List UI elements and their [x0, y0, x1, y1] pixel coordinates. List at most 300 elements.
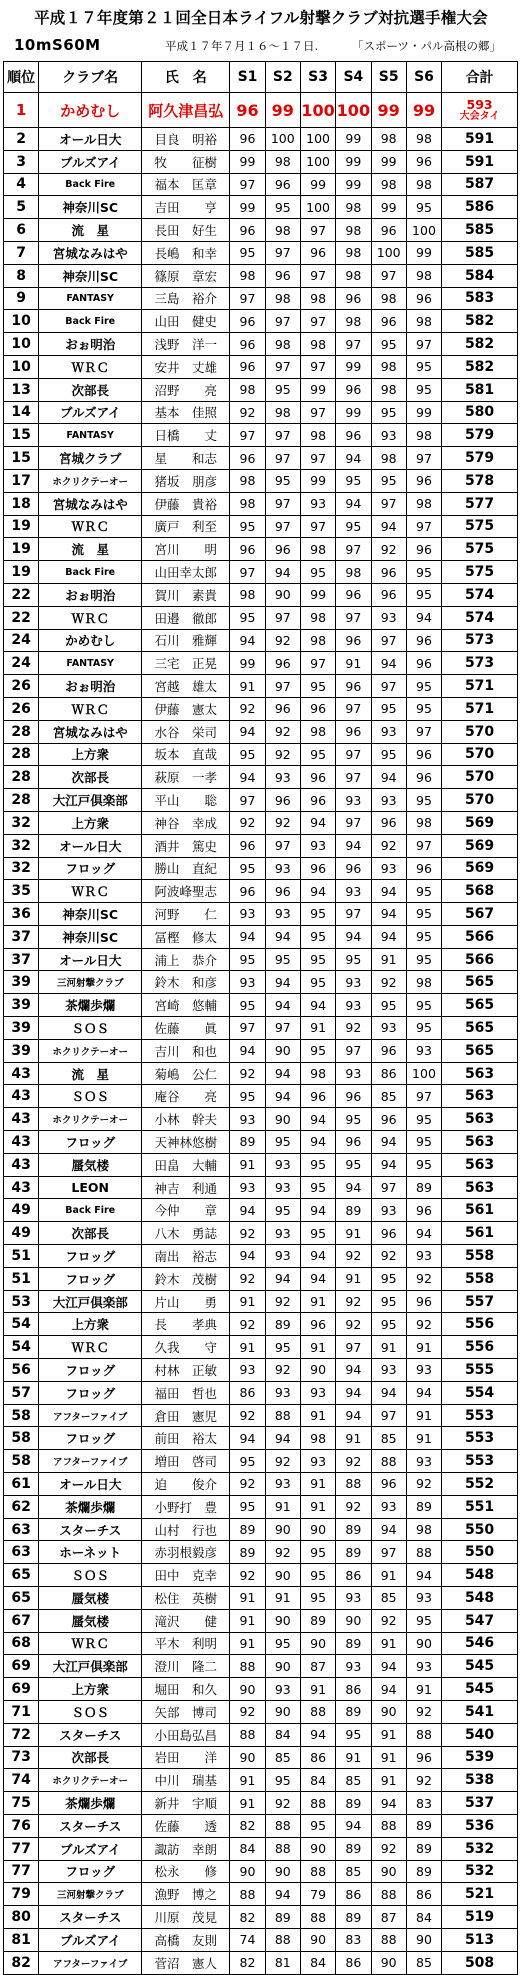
table-row	[4, 401, 518, 424]
header-s2: S2	[265, 62, 300, 93]
s2-cell: 90	[265, 1700, 300, 1723]
club-cell: 上方衆	[39, 811, 142, 834]
s2-cell: 97	[265, 424, 300, 447]
rank-cell: 7	[4, 241, 39, 264]
s4-cell: 96	[336, 629, 371, 652]
s2-cell: 97	[265, 515, 300, 538]
total-cell: 541	[442, 1700, 518, 1723]
name-cell: 長嶋 和幸	[142, 241, 230, 264]
s5-cell: 96	[371, 310, 406, 333]
s3-cell: 84	[300, 1769, 335, 1792]
rank-cell: 43	[4, 1131, 39, 1154]
total-cell: 571	[442, 675, 518, 698]
s2-cell: 90	[265, 1860, 300, 1883]
s1-cell: 92	[230, 1313, 265, 1336]
event-date: 平成１７年７月１６～１７日.	[165, 39, 319, 53]
s2-cell: 90	[265, 1564, 300, 1587]
name-cell: 三島 裕介	[142, 287, 230, 310]
s1-cell: 92	[230, 1564, 265, 1587]
table-row	[4, 1495, 518, 1518]
total-cell: 553	[442, 1404, 518, 1427]
s1-cell: 92	[230, 1062, 265, 1085]
s2-cell: 93	[265, 1678, 300, 1701]
rank-cell: 43	[4, 1085, 39, 1108]
table-row	[4, 287, 518, 310]
s2-cell: 97	[265, 241, 300, 264]
name-cell: 新井 宇順	[142, 1792, 230, 1815]
s6-cell: 89	[406, 1860, 441, 1883]
s1-cell: 95	[230, 857, 265, 880]
s2-cell: 98	[265, 287, 300, 310]
s6-cell: 100	[406, 1062, 441, 1085]
club-cell: 神奈川SC	[39, 903, 142, 926]
rank-cell: 26	[4, 697, 39, 720]
s4-cell: 96	[336, 1131, 371, 1154]
total-cell	[442, 93, 518, 128]
table-row	[4, 538, 518, 561]
s1-cell: 97	[230, 789, 265, 812]
s5-cell: 94	[371, 1153, 406, 1176]
total-cell: 519	[442, 1906, 518, 1929]
s2-cell: 94	[265, 1427, 300, 1450]
club-cell: ＳＯＳ	[39, 1564, 142, 1587]
s5-cell: 94	[371, 515, 406, 538]
name-cell: 酒井 篤史	[142, 834, 230, 857]
s1-cell: 95	[230, 1495, 265, 1518]
table-row	[4, 1313, 518, 1336]
name-cell: 神谷 幸成	[142, 811, 230, 834]
total-cell: 565	[442, 1039, 518, 1062]
s1-cell: 91	[230, 1290, 265, 1313]
s1-cell: 91	[230, 1769, 265, 1792]
s2-cell: 92	[265, 1541, 300, 1564]
s2-cell: 97	[265, 492, 300, 515]
s5-cell: 85	[371, 1587, 406, 1610]
s4-cell: 96	[336, 720, 371, 743]
s1-cell: 94	[230, 766, 265, 789]
s2-cell: 96	[265, 652, 300, 675]
club-cell: アフターファイブ	[39, 1951, 142, 1974]
s1-cell: 92	[230, 1700, 265, 1723]
rank-cell: 2	[4, 128, 39, 151]
s5-cell: 91	[371, 948, 406, 971]
s5-cell: 92	[371, 971, 406, 994]
s2-cell: 88	[265, 1928, 300, 1951]
club-cell: ホクリクテーオー	[39, 1039, 142, 1062]
rank-cell: 35	[4, 880, 39, 903]
s2-cell: 92	[265, 1792, 300, 1815]
total-cell: 565	[442, 994, 518, 1017]
s2-cell: 98	[265, 219, 300, 242]
s4-cell: 89	[336, 1837, 371, 1860]
table-row	[4, 1951, 518, 1974]
club-cell: 宮城なみはや	[39, 241, 142, 264]
s2-cell: 93	[265, 1222, 300, 1245]
s1-cell: 94	[230, 1245, 265, 1268]
rank-cell: 73	[4, 1746, 39, 1769]
rank-cell: 19	[4, 538, 39, 561]
club-cell: スターチス	[39, 1723, 142, 1746]
s3-cell: 94	[300, 1131, 335, 1154]
table-row	[4, 1131, 518, 1154]
s1-cell: 84	[230, 1837, 265, 1860]
rank-cell: 28	[4, 766, 39, 789]
rank-cell: 79	[4, 1883, 39, 1906]
table-row	[4, 697, 518, 720]
total-cell: 579	[442, 447, 518, 470]
s4-cell: 91	[336, 1222, 371, 1245]
table-row	[4, 128, 518, 151]
club-cell: おぉ明治	[39, 675, 142, 698]
club-cell: 茶爛歩爛	[39, 994, 142, 1017]
s5-cell: 96	[371, 1039, 406, 1062]
name-cell: 吉川 和也	[142, 1039, 230, 1062]
rank-cell: 80	[4, 1906, 39, 1929]
name-cell: 岩田 洋	[142, 1746, 230, 1769]
s6-cell: 96	[406, 538, 441, 561]
total-cell: 553	[442, 1427, 518, 1450]
s3-cell: 88	[300, 1700, 335, 1723]
rank-cell: 19	[4, 515, 39, 538]
s5-cell: 94	[371, 1792, 406, 1815]
table-row	[4, 743, 518, 766]
s1-cell: 82	[230, 1951, 265, 1974]
s2-cell: 92	[265, 1359, 300, 1382]
club-cell: オール日大	[39, 128, 142, 151]
club-cell: フロッグ	[39, 1359, 142, 1382]
s1-cell: 90	[230, 1678, 265, 1701]
s1-cell: 96	[230, 355, 265, 378]
table-row	[4, 515, 518, 538]
s2-cell: 84	[265, 1723, 300, 1746]
rank-cell: 37	[4, 948, 39, 971]
s4-cell: 93	[336, 994, 371, 1017]
rank-cell: 65	[4, 1587, 39, 1610]
table-row	[4, 492, 518, 515]
s4-cell: 98	[336, 219, 371, 242]
s2-cell: 95	[265, 378, 300, 401]
s4-cell: 91	[336, 1267, 371, 1290]
s3-cell: 99	[300, 378, 335, 401]
s3-cell: 100	[300, 128, 335, 151]
s4-cell: 93	[336, 1587, 371, 1610]
s3-cell: 99	[300, 469, 335, 492]
name-cell: 田畠 大輔	[142, 1153, 230, 1176]
s3-cell: 90	[300, 1359, 335, 1382]
club-cell: ブルズアイ	[39, 401, 142, 424]
total-cell: 573	[442, 652, 518, 675]
name-cell: 天神林悠樹	[142, 1131, 230, 1154]
rank-cell: 58	[4, 1404, 39, 1427]
name-cell: 沼野 亮	[142, 378, 230, 401]
name-cell: 宮川 明	[142, 538, 230, 561]
s5-cell: 93	[371, 1495, 406, 1518]
s1-cell: 91	[230, 1336, 265, 1359]
table-row	[4, 1336, 518, 1359]
s6-cell: 95	[406, 1108, 441, 1131]
s5-cell: 94	[371, 766, 406, 789]
name-cell: 山田 健史	[142, 310, 230, 333]
name-cell: 高橋 友則	[142, 1928, 230, 1951]
table-row	[4, 1837, 518, 1860]
s5-cell: 91	[371, 1746, 406, 1769]
s6-cell: 99	[406, 93, 441, 128]
s2-cell: 97	[265, 675, 300, 698]
rank-cell: 39	[4, 1017, 39, 1040]
name-cell: 牧 征樹	[142, 150, 230, 173]
name-cell: 福田 哲也	[142, 1381, 230, 1404]
rank-cell: 24	[4, 652, 39, 675]
s1-cell: 99	[230, 196, 265, 219]
s6-cell: 95	[406, 675, 441, 698]
club-cell: ＷＲＣ	[39, 515, 142, 538]
s2-cell: 81	[265, 1951, 300, 1974]
rank-cell: 8	[4, 264, 39, 287]
rank-cell: 74	[4, 1769, 39, 1792]
s3-cell: 95	[300, 971, 335, 994]
rank-cell: 81	[4, 1928, 39, 1951]
s6-cell: 100	[406, 219, 441, 242]
s5-cell: 93	[371, 1017, 406, 1040]
s5-cell: 96	[371, 811, 406, 834]
s5-cell: 85	[371, 1427, 406, 1450]
total-cell: 570	[442, 789, 518, 812]
header-s3: S3	[300, 62, 335, 93]
s5-cell: 95	[371, 1267, 406, 1290]
total-cell: 591	[442, 150, 518, 173]
s4-cell: 91	[336, 1746, 371, 1769]
s2-cell: 95	[265, 1336, 300, 1359]
s6-cell: 93	[406, 1587, 441, 1610]
s5-cell: 91	[371, 1723, 406, 1746]
table-row	[4, 264, 518, 287]
s6-cell: 96	[406, 469, 441, 492]
rank-cell: 71	[4, 1700, 39, 1723]
rank-cell: 61	[4, 1473, 39, 1496]
s6-cell: 95	[406, 1131, 441, 1154]
rank-cell: 10	[4, 355, 39, 378]
s3-cell: 90	[300, 1518, 335, 1541]
club-cell: LEON	[39, 1176, 142, 1199]
s4-cell: 94	[336, 1404, 371, 1427]
s5-cell: 95	[371, 1313, 406, 1336]
s3-cell: 95	[300, 1222, 335, 1245]
s4-cell: 97	[336, 743, 371, 766]
s4-cell: 97	[336, 1336, 371, 1359]
s1-cell: 94	[230, 720, 265, 743]
s6-cell: 92	[406, 1473, 441, 1496]
s1-cell: 97	[230, 1017, 265, 1040]
s2-cell: 93	[265, 857, 300, 880]
s2-cell: 95	[265, 948, 300, 971]
s3-cell: 96	[300, 766, 335, 789]
name-cell: 佐藤 眞	[142, 1017, 230, 1040]
s6-cell: 92	[406, 1313, 441, 1336]
s3-cell: 91	[300, 1678, 335, 1701]
s5-cell: 95	[371, 333, 406, 356]
s5-cell: 92	[371, 1837, 406, 1860]
s2-cell: 96	[265, 697, 300, 720]
club-cell: オール日大	[39, 834, 142, 857]
s4-cell: 89	[336, 1792, 371, 1815]
table-row	[4, 1245, 518, 1268]
s4-cell: 97	[336, 903, 371, 926]
total-cell: 536	[442, 1814, 518, 1837]
s4-cell: 96	[336, 424, 371, 447]
club-cell: ＷＲＣ	[39, 880, 142, 903]
s3-cell: 91	[300, 1473, 335, 1496]
total-cell: 574	[442, 583, 518, 606]
s1-cell: 93	[230, 1176, 265, 1199]
s3-cell: 95	[300, 561, 335, 584]
s3-cell: 87	[300, 1655, 335, 1678]
name-cell: 菅沼 憲人	[142, 1951, 230, 1974]
rank-cell: 43	[4, 1062, 39, 1085]
rank-cell: 28	[4, 743, 39, 766]
s4-cell: 93	[336, 789, 371, 812]
s4-cell: 92	[336, 1017, 371, 1040]
table-row	[4, 675, 518, 698]
s2-cell: 90	[265, 583, 300, 606]
table-row	[4, 1039, 518, 1062]
s3-cell: 90	[300, 1632, 335, 1655]
rank-cell: 58	[4, 1427, 39, 1450]
s3-cell: 96	[300, 789, 335, 812]
s4-cell: 97	[336, 766, 371, 789]
s6-cell: 96	[406, 743, 441, 766]
club-cell: 流 星	[39, 538, 142, 561]
s4-cell: 89	[336, 1632, 371, 1655]
club-cell: 宮城クラブ	[39, 447, 142, 470]
s6-cell: 96	[406, 287, 441, 310]
total-cell: 563	[442, 1062, 518, 1085]
s3-cell: 94	[300, 1245, 335, 1268]
s3-cell: 95	[300, 1587, 335, 1610]
s1-cell: 94	[230, 629, 265, 652]
rank-cell: 69	[4, 1655, 39, 1678]
s3-cell: 91	[300, 1336, 335, 1359]
name-cell: 田邉 徹郎	[142, 606, 230, 629]
s3-cell: 97	[300, 310, 335, 333]
s3-cell: 94	[300, 1723, 335, 1746]
rank-cell: 77	[4, 1837, 39, 1860]
table-row	[4, 1906, 518, 1929]
s2-cell: 96	[265, 538, 300, 561]
s1-cell: 99	[230, 150, 265, 173]
name-cell: 廣戸 利至	[142, 515, 230, 538]
table-row	[4, 1541, 518, 1564]
s6-cell: 95	[406, 583, 441, 606]
club-cell: ＳＯＳ	[39, 1017, 142, 1040]
total-cell: 575	[442, 515, 518, 538]
s3-cell: 95	[300, 1814, 335, 1837]
s5-cell: 92	[371, 1245, 406, 1268]
s5-cell: 87	[371, 1906, 406, 1929]
rank-cell: 39	[4, 994, 39, 1017]
s6-cell: 91	[406, 1404, 441, 1427]
s6-cell: 93	[406, 1450, 441, 1473]
s2-cell: 94	[265, 925, 300, 948]
total-cell: 571	[442, 697, 518, 720]
club-cell: フロッグ	[39, 1860, 142, 1883]
total-cell: 569	[442, 811, 518, 834]
s4-cell: 93	[336, 1062, 371, 1085]
s6-cell: 99	[406, 241, 441, 264]
s5-cell: 93	[371, 857, 406, 880]
s6-cell: 91	[406, 1336, 441, 1359]
table-row	[4, 1678, 518, 1701]
total-cell: 587	[442, 173, 518, 196]
total-cell: 508	[442, 1951, 518, 1974]
rank-cell: 32	[4, 834, 39, 857]
club-cell: オール日大	[39, 948, 142, 971]
s1-cell: 92	[230, 1404, 265, 1427]
rank-cell: 76	[4, 1814, 39, 1837]
s5-cell: 88	[371, 1814, 406, 1837]
s5-cell: 95	[371, 401, 406, 424]
s1-cell: 91	[230, 1587, 265, 1610]
rank-cell: 49	[4, 1199, 39, 1222]
s4-cell: 85	[336, 1860, 371, 1883]
name-cell: 前田 裕太	[142, 1427, 230, 1450]
s6-cell: 94	[406, 1564, 441, 1587]
total-cell: 578	[442, 469, 518, 492]
total-cell: 513	[442, 1928, 518, 1951]
s4-cell: 94	[336, 447, 371, 470]
rank-cell: 69	[4, 1678, 39, 1701]
total-cell: 567	[442, 903, 518, 926]
s5-cell: 99	[371, 93, 406, 128]
name-cell: 日橋 丈	[142, 424, 230, 447]
s6-cell: 93	[406, 1039, 441, 1062]
club-cell: 大江戸倶楽部	[39, 789, 142, 812]
s1-cell: 98	[230, 264, 265, 287]
rank-cell: 15	[4, 447, 39, 470]
s2-cell: 98	[265, 333, 300, 356]
s6-cell: 98	[406, 173, 441, 196]
s3-cell: 96	[300, 857, 335, 880]
s5-cell: 99	[371, 150, 406, 173]
s3-cell: 79	[300, 1883, 335, 1906]
club-cell: 茶爛歩爛	[39, 1495, 142, 1518]
rank-cell: 36	[4, 903, 39, 926]
s1-cell: 90	[230, 1746, 265, 1769]
total-cell: 565	[442, 1017, 518, 1040]
s6-cell: 95	[406, 1153, 441, 1176]
s6-cell: 89	[406, 1495, 441, 1518]
name-cell: 南出 裕志	[142, 1245, 230, 1268]
s4-cell: 94	[336, 492, 371, 515]
name-cell: 伊藤 憲太	[142, 697, 230, 720]
s4-cell: 98	[336, 561, 371, 584]
club-cell: ブルズアイ	[39, 1928, 142, 1951]
total-cell: 539	[442, 1746, 518, 1769]
name-cell: 三宅 正晃	[142, 652, 230, 675]
s1-cell: 92	[230, 697, 265, 720]
s1-cell: 95	[230, 743, 265, 766]
rank-cell: 51	[4, 1267, 39, 1290]
s5-cell: 94	[371, 925, 406, 948]
s4-cell: 86	[336, 1951, 371, 1974]
s5-cell: 88	[371, 1450, 406, 1473]
s3-cell: 95	[300, 1541, 335, 1564]
s2-cell: 94	[265, 1062, 300, 1085]
s1-cell: 95	[230, 241, 265, 264]
s4-cell: 92	[336, 1290, 371, 1313]
s1-cell: 94	[230, 1039, 265, 1062]
header-s6: S6	[406, 62, 441, 93]
rank-cell: 43	[4, 1108, 39, 1131]
